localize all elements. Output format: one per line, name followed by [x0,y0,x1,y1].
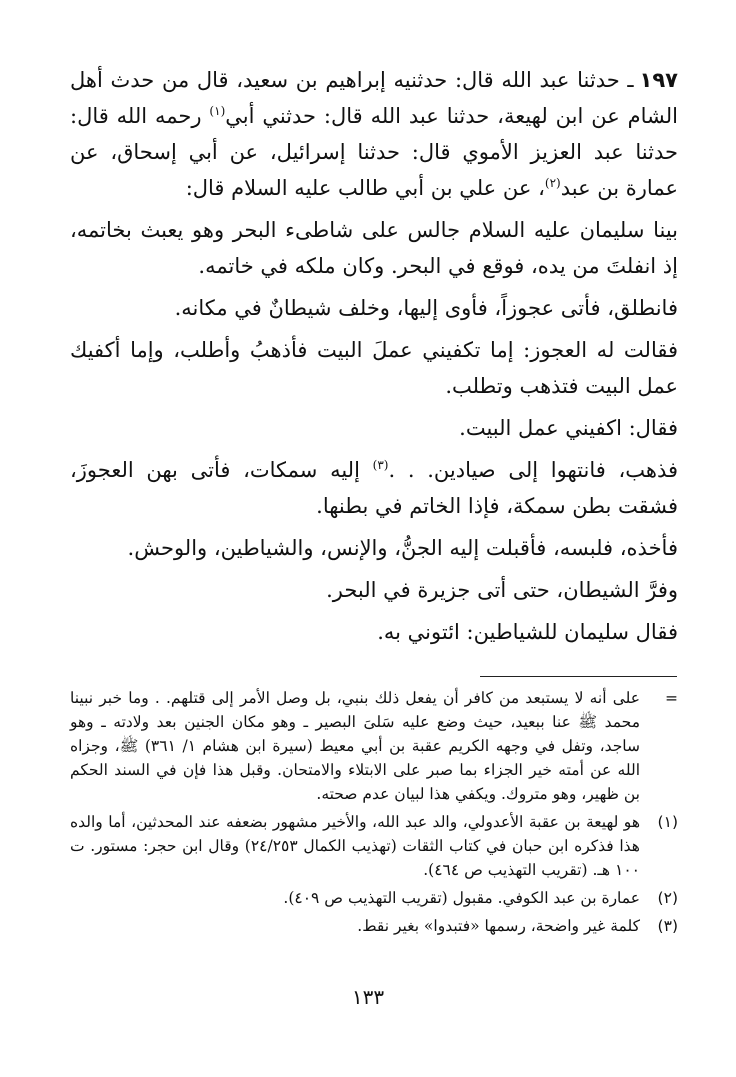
hadith-isnad-paragraph [70,62,678,206]
footnote-text: كلمة غير واضحة، رسمها «فتبدوا» بغير نقط. [357,917,640,935]
footnotes-section [70,686,678,942]
hadith-paragraph: وفرَّ الشيطان، حتى أتى جزيرة في البحر. [326,578,678,602]
isnad-text-part3: ، عن علي بن أبي طالب عليه السلام قال: [185,176,545,200]
hadith-paragraph: فانطلق، فأتى عجوزاً، فأوى إليها، وخلف شيطانٌ في مكانه. [174,296,678,320]
footnote-marker: = [665,689,678,707]
footnote-ref-1[interactable]: (١) [209,104,226,118]
hadith-paragraph: فأخذه، فلبسه، فأقبلت إليه الجنُّ، والإنس، والشياطين، والوحش. [127,536,678,560]
hadith-paragraph: فقال سليمان للشياطين: ائتوني به. [377,620,678,644]
paragraph-text-next: فشقت بطن سمكة، فإذا الخاتم في بطنها. [316,494,678,518]
hadith-paragraph: فقال: اكفيني عمل البيت. [459,416,678,440]
footnote-ref-2[interactable]: (٢) [544,176,561,190]
paragraph-text-cont: إليه سمكات، فأتى بهن العجوزَ، [70,458,373,482]
footnote-1 [70,810,678,882]
hadith-body [70,62,678,650]
footnote-text: هو لهيعة بن عقبة الأعدولي، والد عبد الله، والأخير مشهور بضعفه عند المحدثين، أما والده هذا فذكره ابن حبان في كتاب الثقات (تهذيب الكمال ٢٤/٢٥٣) وقال ابن حجر: مستور. ت ١٠٠ هـ. (تقريب التهذيب ص ٤٦٤). [70,813,640,879]
hadith-number: ١٩٧ [639,68,678,92]
hadith-paragraph [70,452,678,524]
isnad-text-part2: رحمه الله قال: حدثنا عبد العزيز الأموي قال: حدثنا إسرائيل، عن أبي إسحاق، عن عمارة بن عبد [70,104,678,200]
footnote-marker: (١) [657,813,678,831]
hadith-paragraph: بينا سليمان عليه السلام جالس على شاطىء البحر وهو يعبث بخاتمه، إذ انفلتَ من يده، فوقع في البحر. وكان ملكه في خاتمه. [70,218,678,278]
footnote-ref-3[interactable]: (٣) [372,458,389,472]
footnote-continued [70,686,678,806]
isnad-text-part1: ـ حدثنا عبد الله قال: حدثنيه إبراهيم بن سعيد، قال من حدث أهل الشام عن ابن لهيعة، حدثنا عبد الله قال: حدثني أبي [70,68,678,128]
page-number: ١٣٣ [351,985,385,1009]
footnote-marker: (٣) [657,917,678,935]
paragraph-text: فذهب، فانتهوا إلى صيادين. . . [388,458,679,482]
footnote-marker: (٢) [657,889,678,907]
footnote-2 [70,886,678,910]
footnote-separator [480,676,677,677]
footnote-text: عمارة بن عبد الكوفي. مقبول (تقريب التهذيب ص ٤٠٩). [283,889,640,907]
footnote-text: على أنه لا يستبعد من كافر أن يفعل ذلك بنبي، بل وصل الأمر إلى قتلهم. . وما خبر نبينا محمد ﷺ عنا ببعيد، حيث وضع عليه سَلىَ البصير ـ وهو مكان الجنين بعد ولادته ـ وهو ساجد، وتفل في وجهه الكريم عقبة بن أبي معيط (سيرة ابن هشام ١/ ٣٦١) ﷺ، وجزاه الله عن أمته خير الجزاء بما صبر على الابتلاء والامتحان. وقبل هذا فإن في السند الحكم بن ظهير، وهو متروك. ويكفي هذا لبيان عدم صحته. [70,689,641,803]
footnote-3 [70,914,678,938]
hadith-paragraph: فقالت له العجوز: إما تكفيني عملَ البيت فأذهبُ وأطلب، وإما أكفيك عمل البيت فتذهب وتطلب. [70,338,678,398]
